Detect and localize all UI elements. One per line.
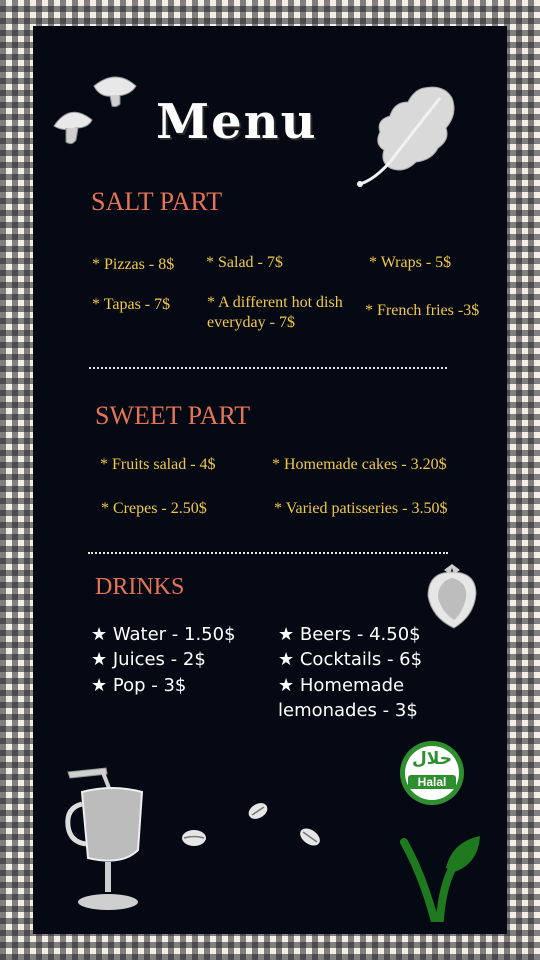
divider (88, 552, 448, 554)
vegan-leaf-icon (400, 834, 484, 922)
drink-item: ★ Homemade lemonades - 3$ (278, 675, 418, 721)
coffee-bean-icon (180, 826, 208, 850)
glass-icon (62, 766, 152, 916)
menu-item: * Varied patisseries - 3.50$ (274, 500, 448, 517)
drink-item: ★ Beers - 4.50$ (278, 624, 421, 645)
mushroom-icon (52, 68, 142, 158)
drink-item: ★ Cocktails - 6$ (278, 649, 423, 670)
menu-item: * Salad - 7$ (206, 254, 283, 271)
menu-item: * Crepes - 2.50$ (101, 500, 207, 517)
halal-badge-icon (398, 739, 466, 807)
salt-heading: SALT PART (91, 187, 223, 216)
menu-item: * French fries -3$ (365, 302, 480, 319)
menu-item: * Homemade cakes - 3.20$ (272, 456, 447, 473)
drink-item: ★ Water - 1.50$ (91, 624, 236, 645)
menu-item: * A different hot dish everyday - 7$ (207, 294, 343, 331)
sweet-heading: SWEET PART (95, 401, 251, 430)
page-title: Menu (156, 94, 318, 150)
coffee-bean-icon (297, 824, 323, 850)
halal-label: Halal (417, 775, 447, 789)
drink-item: ★ Juices - 2$ (91, 649, 206, 670)
menu-item: * Tapas - 7$ (92, 296, 171, 313)
coffee-bean-icon (246, 799, 270, 823)
leaf-icon (354, 84, 464, 190)
menu-item: * Fruits salad - 4$ (100, 456, 216, 473)
drinks-heading: DRINKS (95, 574, 185, 600)
menu-item: * Wraps - 5$ (369, 254, 452, 271)
menu-item: * Pizzas - 8$ (92, 256, 175, 273)
divider (89, 367, 447, 369)
drink-item: ★ Pop - 3$ (91, 675, 187, 696)
halal-arabic: حلال (412, 749, 452, 769)
